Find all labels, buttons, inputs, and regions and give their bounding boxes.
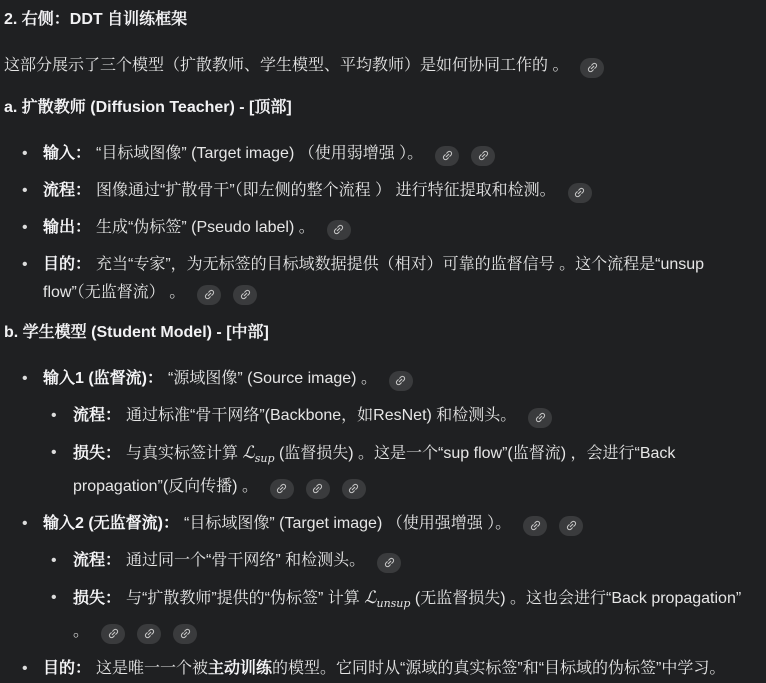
item-label: 输入2 (无监督流)：: [43, 515, 180, 533]
citation-link-chip[interactable]: [435, 146, 459, 166]
sub-bullet-loss-2: [43, 584, 758, 646]
item-label: 目的：: [43, 256, 92, 273]
item-text-post: 的模型。它同时从“源域的真实标签”和“目标域的伪标签”中学习。: [272, 660, 726, 678]
bullet-purpose: [4, 251, 758, 307]
bullet-input1-supervised: [4, 365, 758, 501]
citation-link-chip[interactable]: [342, 479, 366, 499]
item-text-post: (监督损失) 。这是一个“sup flow”(监督流) ，会进行“Back propagation”(反向传播) 。: [73, 445, 676, 496]
sub-bullet-process-2: [43, 547, 758, 575]
item-label: 流程：: [73, 552, 122, 570]
intro-paragraph: [4, 52, 758, 80]
section-heading-main: 2. 右侧：DDT 自训练框架: [4, 11, 188, 28]
link-icon: [441, 149, 454, 162]
citation-link-chip[interactable]: [523, 516, 547, 536]
item-text: “目标域图像” (Target image) （使用弱增强 ）。: [96, 145, 424, 162]
citation-link-chip[interactable]: [528, 408, 552, 428]
link-icon: [311, 482, 324, 495]
item-text: 通过标准“骨干网络”(Backbone，如ResNet) 和检测头。: [126, 407, 517, 424]
link-icon: [529, 519, 542, 532]
link-icon: [275, 482, 288, 495]
link-icon: [534, 411, 547, 424]
link-icon: [203, 288, 216, 301]
bullet-purpose-student: [4, 655, 758, 683]
item-label: 损失：: [73, 445, 122, 462]
item-text: 图像通过“扩散骨干”（即左侧的整个流程 ） 进行特征提取和检测。: [96, 182, 556, 199]
item-text: “源域图像” (Source image) 。: [168, 370, 377, 387]
citation-link-chip[interactable]: [568, 183, 592, 203]
citation-link-chip[interactable]: [270, 479, 294, 499]
section-a-list: [4, 140, 758, 307]
item-text: “目标域图像” (Target image) （使用强增强 ）。: [184, 515, 512, 533]
item-text: 生成“伪标签” (Pseudo label) 。: [96, 219, 315, 236]
math-loss-subscript: sup: [254, 452, 275, 466]
bullet-output: [4, 214, 758, 242]
item-label: 损失：: [73, 590, 122, 608]
link-icon: [586, 61, 599, 74]
link-icon: [394, 374, 407, 387]
item-text: 通过同一个“骨干网络” 和检测头。: [126, 552, 366, 570]
section-b-list: [4, 365, 758, 683]
item-text: 充当“专家”，为无标签的目标域数据提供（相对）可靠的监督信号 。这个流程是“unsup flow”（无监督流） 。: [43, 256, 705, 301]
link-icon: [239, 288, 252, 301]
citation-link-chip[interactable]: [101, 624, 125, 644]
citation-link-chip[interactable]: [233, 285, 257, 305]
item-label: 输出：: [43, 219, 92, 236]
link-icon: [143, 627, 156, 640]
citation-link-chip[interactable]: [559, 516, 583, 536]
input2-sublist: [43, 547, 758, 646]
bullet-input: [4, 140, 758, 168]
citation-link-chip[interactable]: [197, 285, 221, 305]
item-label: 输入：: [43, 145, 92, 162]
citation-link-chip[interactable]: [306, 479, 330, 499]
link-icon: [477, 149, 490, 162]
item-label: 流程：: [43, 182, 92, 199]
emphasis-actively-trained: 主动训练: [208, 660, 273, 678]
link-icon: [565, 519, 578, 532]
math-loss-symbol: ℒ: [242, 443, 255, 463]
item-text-post: (无监督损失) 。这也会进行“Back propagation” 。: [73, 590, 742, 641]
item-text-pre: 与真实标签计算: [126, 445, 243, 462]
link-icon: [332, 223, 345, 236]
link-icon: [347, 482, 360, 495]
bullet-process: [4, 177, 758, 205]
math-loss-symbol: ℒ: [364, 588, 377, 609]
citation-link-chip[interactable]: [137, 624, 161, 644]
item-label: 目的：: [43, 660, 92, 678]
link-icon: [179, 627, 192, 640]
item-label: 输入1 (监督流)：: [43, 370, 164, 387]
sub-bullet-loss-1: [43, 439, 758, 501]
math-loss-subscript: unsup: [376, 597, 411, 611]
input1-sublist: [43, 402, 758, 501]
item-text-pre: 这是唯一一个被: [96, 660, 209, 678]
citation-link-chip[interactable]: [173, 624, 197, 644]
bullet-input2-unsupervised: [4, 510, 758, 646]
citation-link-chip[interactable]: [327, 220, 351, 240]
link-icon: [383, 556, 396, 569]
sub-bullet-process-1: [43, 402, 758, 430]
section-heading-a: a. 扩散教师 (Diffusion Teacher) - [顶部]: [4, 99, 292, 116]
link-icon: [573, 186, 586, 199]
item-text-pre: 与“扩散教师”提供的“伪标签” 计算: [126, 590, 365, 608]
item-label: 流程：: [73, 407, 122, 424]
citation-link-chip[interactable]: [580, 58, 604, 78]
intro-text: 这部分展示了三个模型（扩散教师、学生模型、平均教师）是如何协同工作的 。: [4, 57, 569, 74]
section-heading-b: b. 学生模型 (Student Model) - [中部]: [4, 324, 269, 341]
citation-link-chip[interactable]: [471, 146, 495, 166]
citation-link-chip[interactable]: [377, 553, 401, 573]
link-icon: [107, 627, 120, 640]
citation-link-chip[interactable]: [389, 371, 413, 391]
